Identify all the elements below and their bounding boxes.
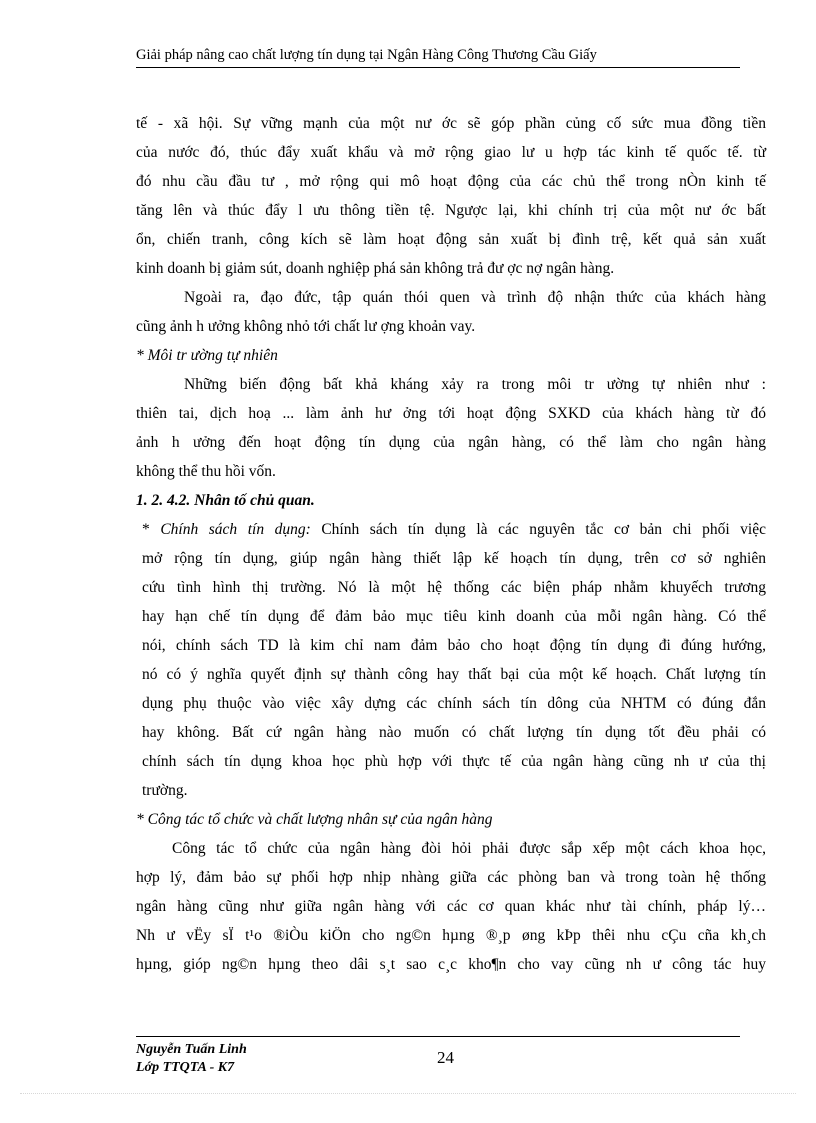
paragraph-line: tăng lên và thúc đẩy l ưu thông tiền tệ. Ngược lại, khi chính trị của một nư ớc bất bbox=[136, 202, 766, 219]
paragraph-line-credit-policy bbox=[136, 515, 766, 544]
paragraph-line: không thể thu hồi vốn. bbox=[136, 463, 276, 480]
paragraph-line: đó nhu cầu đầu tư , mở rộng qui mô hoạt động của các chủ thể trong nÒn kinh tế bbox=[136, 173, 766, 190]
paragraph-line: tế - xã hội. Sự vững mạnh của một nư ớc sẽ góp phần củng cố sức mua đồng tiền bbox=[136, 115, 766, 132]
paragraph-line: nói, chính sách TD là kim chỉ nam đảm bảo cho hoạt động tín dụng đi đúng hướng, bbox=[142, 637, 766, 654]
paragraph-line: Công tác tổ chức của ngân hàng đòi hỏi phải được sắp xếp một cách khoa học, bbox=[172, 840, 766, 857]
bullet-star: * bbox=[142, 521, 150, 538]
subheading-natural-environment: * Môi tr ường tự nhiên bbox=[136, 347, 278, 364]
paragraph-line: nó có ý nghĩa quyết định sự thành công hay thất bại của một kế hoạch. Chất lượng tín bbox=[142, 666, 766, 683]
paragraph-line: hay hạn chế tín dụng để đảm bảo mục tiêu kinh doanh của mỗi ngân hàng. Có thể bbox=[142, 608, 766, 625]
page-bottom-dotted-edge bbox=[20, 1093, 796, 1094]
paragraph-line: của nước đó, thúc đẩy xuất khẩu và mở rộng giao lư u hợp tác kinh tế quốc tế. từ bbox=[136, 144, 766, 161]
body-text bbox=[136, 109, 766, 979]
credit-policy-text: Chính sách tín dụng là các nguyên tắc cơ bản chi phối việc bbox=[310, 521, 767, 538]
paragraph-line: hay không. Bất cứ ngân hàng nào muốn có chất lượng tín dụng tốt đều phải có bbox=[142, 724, 766, 741]
paragraph-line: thiên tai, dịch hoạ ... làm ảnh hư ởng tới hoạt động SXKD của khách hàng từ đó bbox=[136, 405, 766, 422]
paragraph-line: chính sách tín dụng khoa học phù hợp với thực tế của ngân hàng cũng nh ư của thị bbox=[142, 753, 766, 770]
section-heading-subjective-factors: 1. 2. 4.2. Nhân tố chủ quan. bbox=[136, 492, 315, 509]
paragraph-line: Ngoài ra, đạo đức, tập quán thói quen và trình độ nhận thức của khách hàng bbox=[184, 289, 766, 306]
footer-divider bbox=[136, 1036, 740, 1037]
footer-author: Nguyễn Tuấn Linh bbox=[136, 1042, 247, 1057]
running-header-title: Giải pháp nâng cao chất lượng tín dụng tại Ngân Hàng Công Thương Cầu Giấy bbox=[136, 47, 597, 63]
subheading-organization-personnel: * Công tác tổ chức và chất lượng nhân sự của ngân hàng bbox=[136, 811, 493, 828]
paragraph-line: ảnh h ưởng đến hoạt động tín dụng của ngân hàng, có thể làm cho ngân hàng bbox=[136, 434, 766, 451]
page-number: 24 bbox=[437, 1048, 454, 1067]
paragraph-line: ổn, chiến tranh, công kích sẽ làm hoạt động sản xuất bị đình trệ, kết quả sản xuất bbox=[136, 231, 766, 248]
paragraph-line: ngân hàng cũng như giữa ngân hàng với các cơ quan khác như tài chính, pháp lý… bbox=[136, 898, 766, 915]
paragraph-line: mở rộng tín dụng, giúp ngân hàng thiết lập kế hoạch tín dụng, trên cơ sở nghiên bbox=[142, 550, 766, 567]
paragraph-line: kinh doanh bị giảm sút, doanh nghiệp phá sản không trả đư ợc nợ ngân hàng. bbox=[136, 260, 615, 277]
footer-class: Lớp TTQTA - K7 bbox=[136, 1060, 235, 1075]
paragraph-line: cứu tình hình thị trường. Nó là một hệ thống các biện pháp nhằm khuyếch trương bbox=[142, 579, 766, 596]
paragraph-line: trường. bbox=[142, 782, 188, 799]
paragraph-line: hµng, gióp ng©n hµng theo dâi s¸t sao c¸c kho¶n cho vay cũng nh ư công tác huy bbox=[136, 956, 766, 973]
credit-policy-label: Chính sách tín dụng: bbox=[160, 521, 311, 538]
paragraph-line: cũng ảnh h ưởng không nhỏ tới chất lư ợng khoản vay. bbox=[136, 318, 476, 335]
header-divider bbox=[136, 67, 740, 68]
paragraph-line: dụng phụ thuộc vào việc xây dựng các chính sách tín dông của NHTM có đúng đắn bbox=[142, 695, 766, 712]
paragraph-line: hợp lý, đảm bảo sự phối hợp nhịp nhàng giữa các phòng ban và trong toàn hệ thống bbox=[136, 869, 766, 886]
paragraph-line: Những biến động bất khả kháng xảy ra trong môi tr ường tự nhiên như : bbox=[184, 376, 766, 393]
paragraph-line: Nh ư vËy sÏ t¹o ®iÒu kiÖn cho ng©n hµng ®¸p øng kÞp thêi nhu cÇu cña kh¸ch bbox=[136, 927, 766, 944]
